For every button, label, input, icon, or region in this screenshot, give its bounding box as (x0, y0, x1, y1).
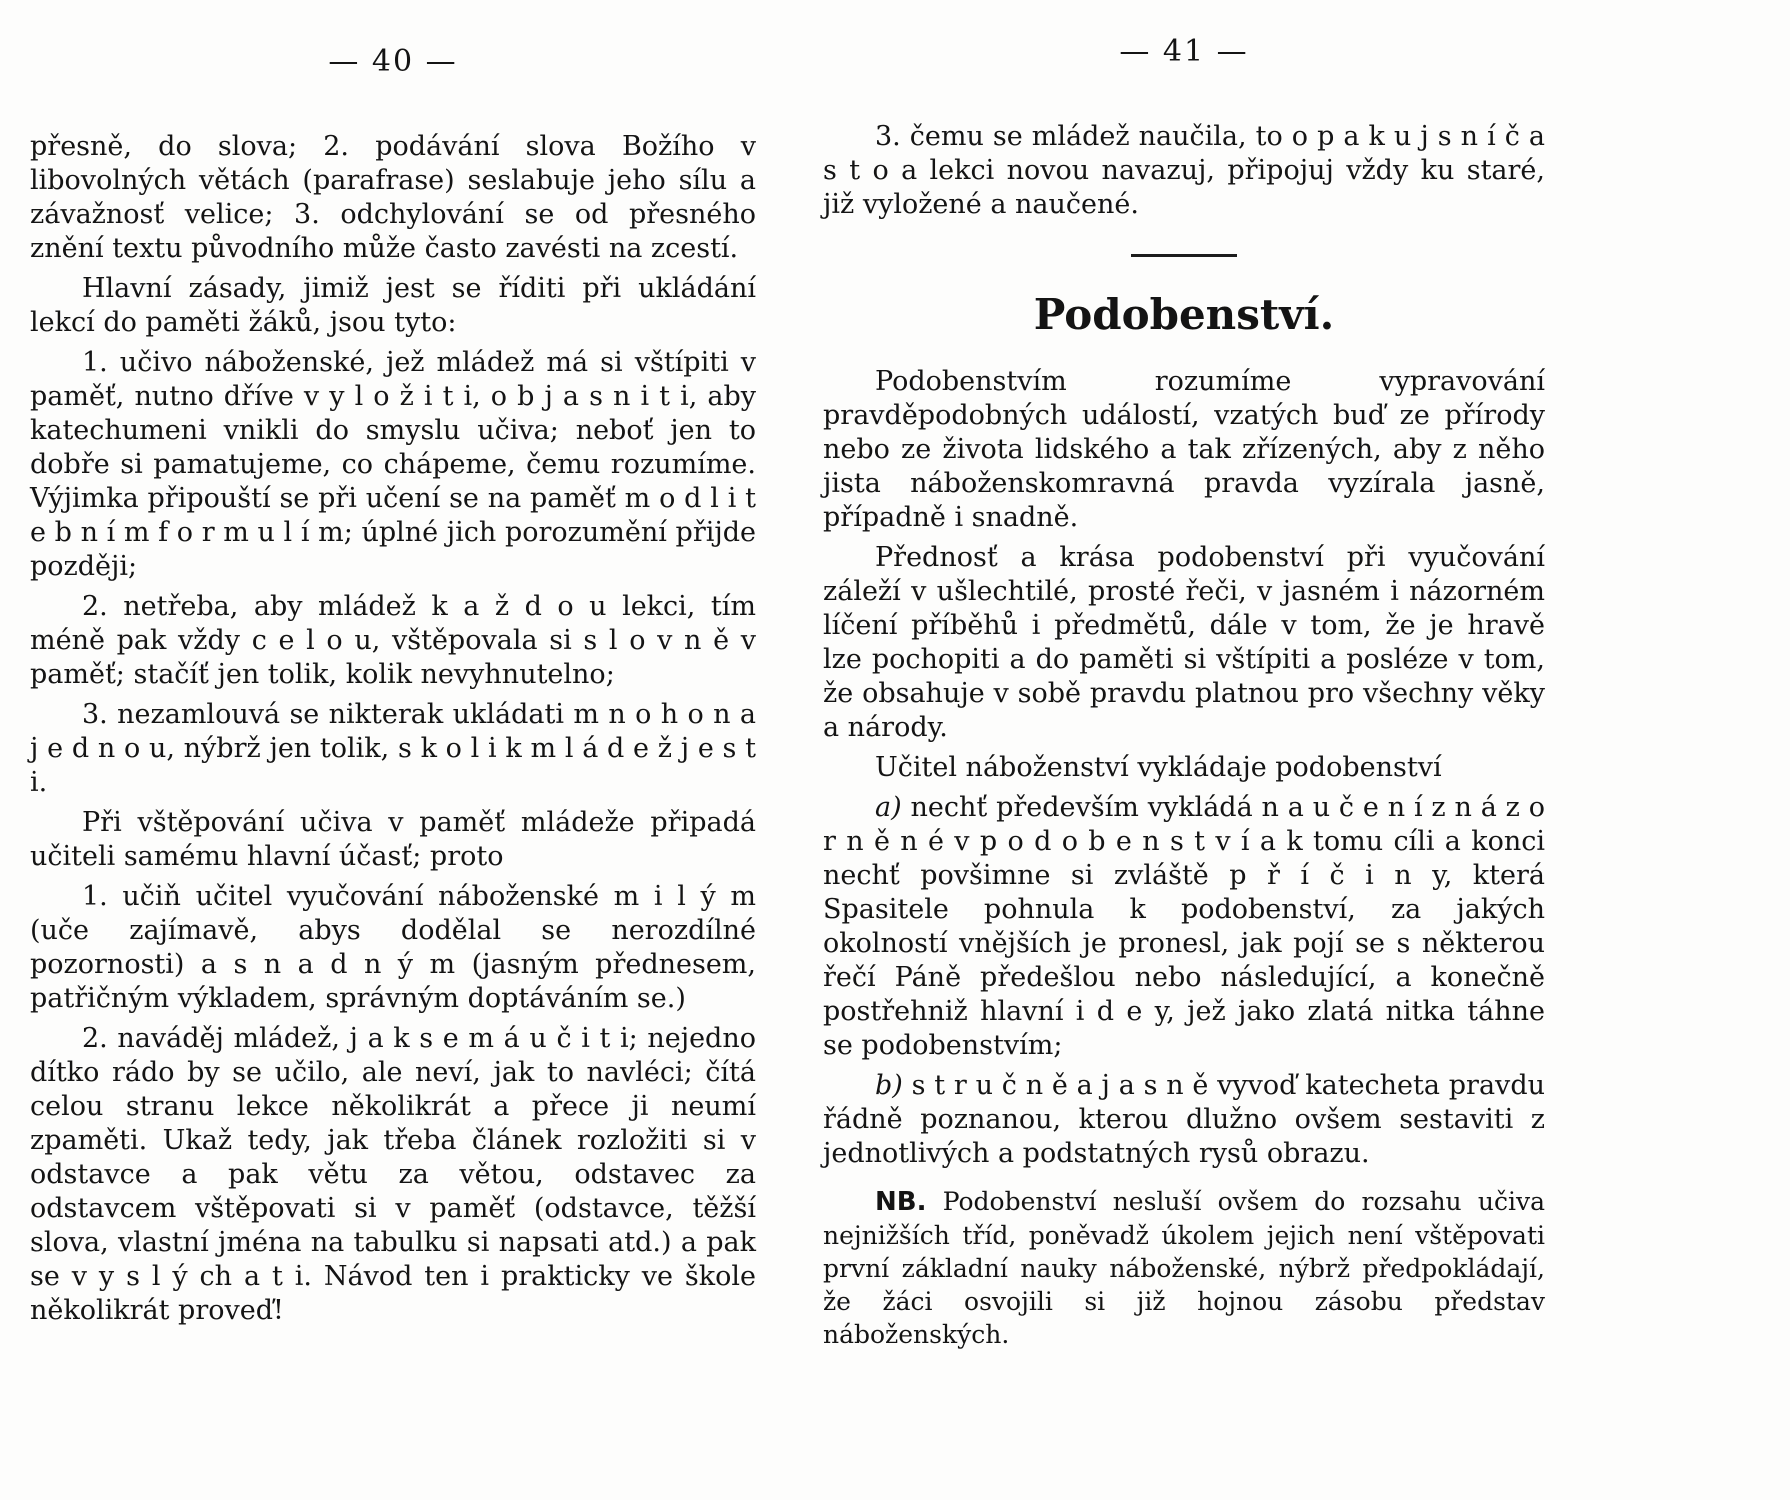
paragraph: 2. netřeba, aby mládež k a ž d o u lekci, tím méně pak vždy c e l o u, vštěpovala si s l o v n ě v paměť; stačíť jen tolik, kolik nevyhnutelno; (30, 591, 756, 690)
paragraph: 3. čemu se mládež naučila, to o p a k u j s n í č a s t o a lekci novou navazuj, připojuj vždy ku staré, již vyložené a naučené. (823, 121, 1545, 220)
page-41 (823, 34, 1545, 1357)
page-40 (30, 44, 756, 1334)
paragraph: Podobenstvím rozumíme vypravování pravděpodobných událostí, vzatých buď ze přírody nebo ze života lidského a tak zřízených, aby z něho jista náboženskomravná pravda vyzírala jasně, případně i snadně. (823, 366, 1545, 533)
page-number-41: — 41 — (1119, 34, 1249, 69)
list-item-a (823, 791, 1545, 1063)
paragraph: přesně, do slova; 2. podávání slova Božího v libovolných větách (parafrase) seslabuje jeho sílu a závažnosť velice; 3. odchylování se od přesného znění textu původního může často zavésti na zcestí. (30, 131, 756, 264)
nb-text: Podobenství nesluší ovšem do rozsahu učiva nejnižších tříd, poněvadž úkolem jejich není vštěpovati první základní nauky náboženské, nýbrž předpokládají, že žáci osvojili si již hojnou zásobu představ náboženských. (823, 1187, 1545, 1349)
paragraph: Učitel náboženství vykládaje podobenství (875, 752, 1442, 783)
paragraph: Při vštěpování učiva v paměť mládeže připadá učiteli samému hlavní účasť; proto (30, 807, 756, 872)
page-41-body (823, 120, 1545, 1351)
paragraph: Hlavní zásady, jimiž jest se říditi při ukládání lekcí do paměti žáků, jsou tyto: (30, 273, 756, 338)
paragraph: 3. nezamlouvá se nikterak ukládati m n o h o n a j e d n o u, nýbrž jen tolik, s k o l i k m l á d e ž j e s t i. (30, 699, 756, 798)
item-b-text: s t r u č n ě a j a s n ě vyvoď katecheta pravdu řádně poznanou, kterou dlužno ovšem sestaviti z jednotlivých a podstatných rysů obrazu. (823, 1070, 1545, 1169)
paragraph: 2. naváděj mládež, j a k s e m á u č i t i; nejedno dítko rádo by se učilo, ale neví, jak to navléci; čítá celou stranu lekce několikrát a přece ji neumí zpaměti. Ukaž tedy, jak třeba článek rozložiti si v odstavce a pak větu za větou, odstavec za odstavcem vštěpovati si v paměť (odstavce, těžší slova, vlastní jména na tabulku si napsati atd.) a pak se v y s l ý ch a t i. Návod ten i prakticky ve škole několikrát proveď! (30, 1023, 756, 1326)
page-number-40: — 40 — (328, 44, 458, 79)
nb-label: NB. (875, 1187, 927, 1217)
list-item-b (823, 1069, 1545, 1171)
item-b-marker: b) (875, 1070, 903, 1101)
page-40-body (30, 130, 756, 1328)
section-divider (1131, 254, 1237, 257)
item-a-marker: a) (875, 792, 902, 823)
section-heading: Podobenství. (1033, 290, 1335, 339)
item-a-text: nechť především vykládá n a u č e n í z n á z o r n ě n é v p o d o b e n s t v í a k tomu cíli a konci nechť povšimne si zvláště p ř í č i n y, která Spasitele pohnula k podobenství, za jakých okolností vnějších je pronesl, jak pojí se s některou řečí Páně předešlou nebo následující, a konečně postřehniž hlavní i d e y, jež jako zlatá nitka táhne se podobenstvím; (823, 792, 1545, 1061)
paragraph: Přednosť a krása podobenství při vyučování záleží v ušlechtilé, prosté řeči, v jasném i názorném líčení příběhů i předmětů, dále v tom, že je hravě lze pochopiti a do paměti si vštípiti a posléze v tom, že obsahuje v sobě pravdu platnou pro všechny věky a národy. (823, 542, 1545, 743)
paragraph: 1. učiň učitel vyučování náboženské m i l ý m (uče zajímavě, abys dodělal se nerozdílné pozornosti) a s n a d n ý m (jasným přednesem, patřičným výkladem, správným doptáváním se.) (30, 881, 756, 1014)
paragraph: 1. učivo náboženské, jež mládež má si vštípiti v paměť, nutno dříve v y l o ž i t i, o b j a s n i t i, aby katechumeni vnikli do smyslu učiva; neboť jen to dobře si pamatujeme, co chápeme, čemu rozumíme. Výjimka připouští se při učení se na paměť m o d l i t e b n í m f o r m u l í m; úplné jich porozumění přijde později; (30, 347, 756, 582)
nb-note (823, 1185, 1545, 1351)
